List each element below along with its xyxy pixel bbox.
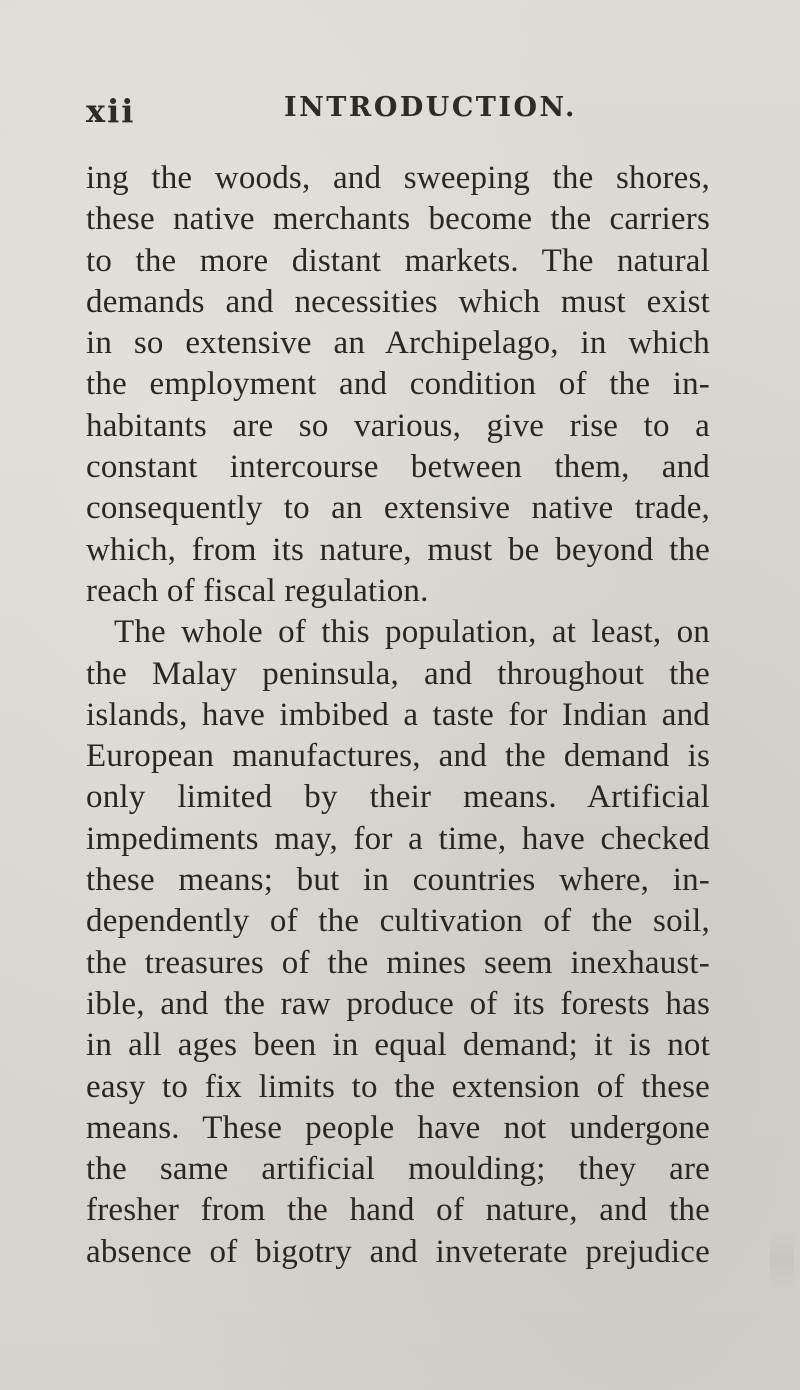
text-line: to the more distant markets. The natural [86,242,710,279]
text-line: the same artificial moulding; they are [86,1151,710,1188]
body-text [86,158,710,1273]
text-line: islands, have imbibed a taste for Indian and [86,696,710,733]
text-line: fresher from the hand of nature, and the [86,1192,710,1229]
text-line: demands and necessities which must exist [86,283,710,320]
text-line: these native merchants become the carriers [86,201,710,238]
paper-texture [770,1230,794,1290]
text-line: dependently of the cultivation of the soil, [86,903,710,940]
running-title: INTRODUCTION. [284,92,577,123]
text-line: the treasures of the mines seem inexhaust- [86,944,710,981]
text-line-paragraph-end: reach of fiscal regulation. [86,572,429,609]
running-head [86,92,706,132]
page-number: xii [86,92,136,130]
text-line: impediments may, for a time, have checked [86,820,710,857]
text-line: absence of bigotry and inveterate prejudice [86,1233,710,1270]
text-line: means. These people have not undergone [86,1109,710,1146]
text-line: in all ages been in equal demand; it is not [86,1027,710,1064]
text-line: habitants are so various, give rise to a [86,407,710,444]
text-line: ing the woods, and sweeping the shores, [86,160,710,196]
text-line: which, from its nature, must be beyond the [86,531,710,568]
text-line: ible, and the raw produce of its forests has [86,985,710,1022]
text-line: in so extensive an Archipelago, in which [86,325,710,362]
text-line: these means; but in countries where, in- [86,862,710,899]
text-line: consequently to an extensive native trade, [86,490,710,527]
text-line: only limited by their means. Artificial [86,779,710,816]
text-line: constant intercourse between them, and [86,449,710,486]
text-line: the employment and condition of the in- [86,366,710,403]
text-line: the Malay peninsula, and throughout the [86,655,710,692]
text-line-paragraph-start: The whole of this population, at least, on [114,614,710,651]
text-line: easy to fix limits to the extension of these [86,1068,710,1105]
text-line: European manufactures, and the demand is [86,738,710,775]
